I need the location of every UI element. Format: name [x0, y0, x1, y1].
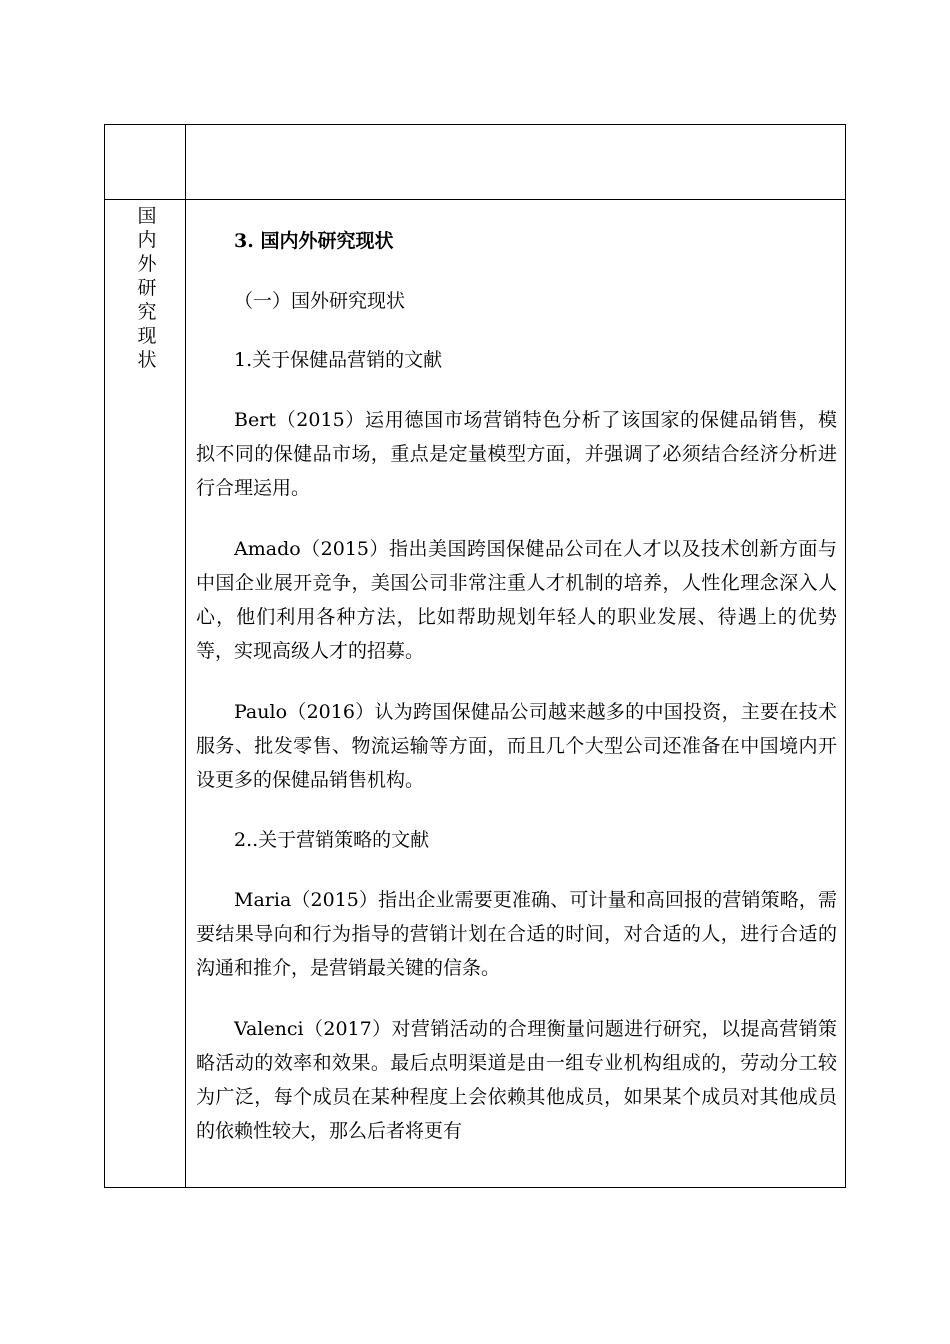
topic-heading-1: 1.关于保健品营销的文献 [234, 349, 443, 371]
topic-heading-2: 2..关于营销策略的文献 [234, 829, 430, 851]
paragraph-amado: Amado（2015）指出美国跨国保健品公司在人才以及技术创新方面与中国企业展开竞争，美国公司非常注重人才机制的培养，人性化理念深入人心，他们利用各种方法，比如帮助规划年轻人的职业发展、待遇上的优势等，实现高级人才的招募。 [196, 538, 837, 662]
label-cell [105, 200, 186, 1188]
paragraph-bert: Bert（2015）运用德国市场营销特色分析了该国家的保健品销售，模拟不同的保健品市场，重点是定量模型方面，并强调了必须结合经济分析进行合理运用。 [196, 409, 837, 499]
paragraph-maria: Maria（2015）指出企业需要更准确、可计量和高回报的营销策略，需要结果导向和行为指导的营销计划在合适的时间，对合适的人，进行合适的沟通和推介，是营销最关键的信条。 [196, 889, 837, 979]
paragraph-paulo: Paulo（2016）认为跨国保健品公司越来越多的中国投资，主要在技术服务、批发零售、物流运输等方面，而且几个大型公司还准备在中国境内开设更多的保健品销售机构。 [196, 701, 837, 791]
table-row-top [105, 125, 846, 200]
side-label: 国内外研究现状 [137, 205, 157, 371]
table-row-main [105, 200, 846, 1188]
top-right-cell [186, 125, 846, 200]
subsection-heading: （一）国外研究现状 [234, 290, 406, 312]
top-left-cell [105, 125, 186, 200]
proposal-table [104, 124, 846, 1188]
content-area [186, 200, 845, 1186]
content-cell [186, 200, 846, 1188]
paragraph-valenci: Valenci（2017）对营销活动的合理衡量问题进行研究，以提高营销策略活动的效率和效果。最后点明渠道是由一组专业机构组成的，劳动分工较为广泛，每个成员在某种程度上会依赖其他成员，如果某个成员对其他成员的依赖性较大，那么后者将更有 [196, 1018, 837, 1142]
section-heading: 3. 国内外研究现状 [234, 230, 394, 252]
